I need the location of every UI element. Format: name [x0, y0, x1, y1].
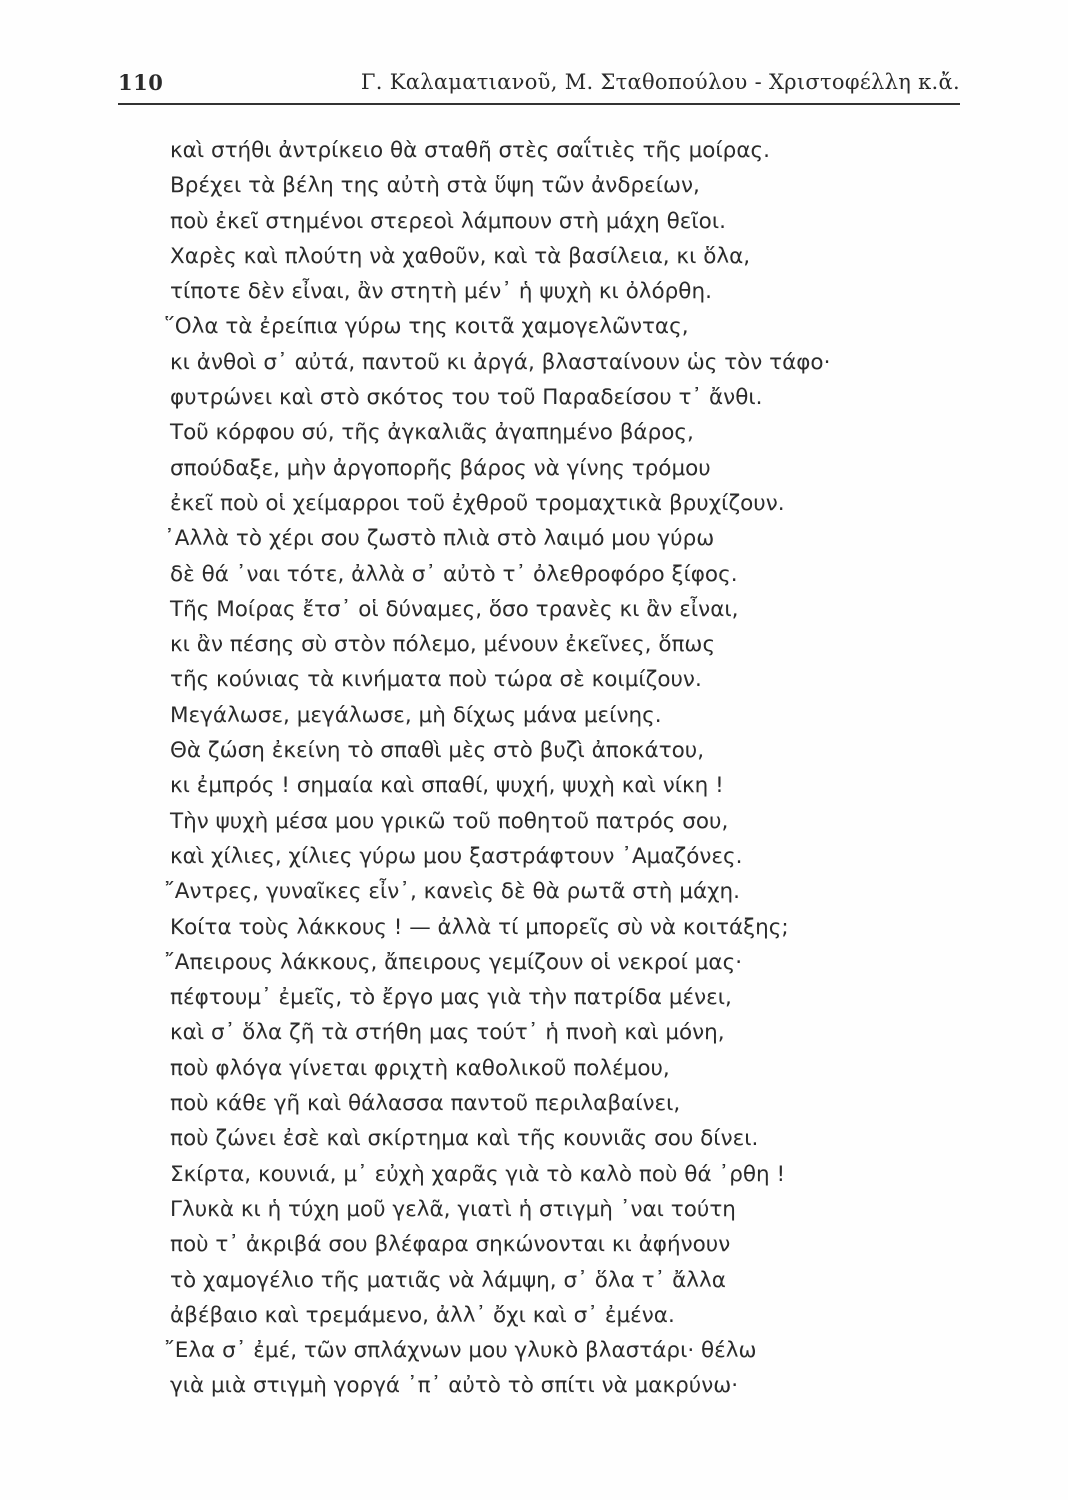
- poem-line: καὶ στήθι ἀντρίκειο θὰ σταθῆ στὲς σαΐτιὲς τῆς μοίρας.: [170, 138, 770, 163]
- poem-text: [164, 133, 900, 1404]
- poem-line: κι ἂν πέσης σὺ στὸν πόλεμο, μένουν ἐκεῖνες, ὅπως: [170, 632, 716, 658]
- poem-line: Σκίρτα, κουνιά, μ᾽ εὐχὴ χαρᾶς γιὰ τὸ καλὸ ποὺ θά ᾽ρθη !: [170, 1161, 786, 1187]
- poem-line: Κοίτα τοὺς λάκκους ! — ἀλλὰ τί μπορεῖς σὺ νὰ κοιτάξης;: [170, 914, 789, 940]
- poem-line: σπούδαξε, μὴν ἀργοπορῆς βάρος νὰ γίνης τρόμου: [170, 455, 711, 481]
- page-number: 110: [118, 70, 164, 95]
- poem-line: τίποτε δὲν εἶναι, ἂν στητὴ μέν᾽ ἡ ψυχὴ κι ὀλόρθη.: [170, 279, 712, 305]
- poem-line: ἐκεῖ ποὺ οἱ χείμαρροι τοῦ ἐχθροῦ τρομαχτικὰ βρυχίζουν.: [170, 490, 785, 516]
- poem-line: ῎Αντρες, γυναῖκες εἶν᾽, κανεὶς δὲ θὰ ρωτᾶ στὴ μάχη.: [164, 879, 740, 905]
- poem-line: Γλυκὰ κι ἡ τύχη μοῦ γελᾶ, γιατὶ ἡ στιγμὴ ᾽ναι τούτη: [170, 1196, 736, 1222]
- poem-line: καὶ σ᾽ ὅλα ζῆ τὰ στήθη μας τούτ᾽ ἡ πνοὴ καὶ μόνη,: [170, 1020, 725, 1046]
- poem-line: Θὰ ζώση ἐκείνη τὸ σπαθὶ μὲς στὸ βυζὶ ἀποκάτου,: [170, 738, 705, 764]
- poem-line: ποὺ φλόγα γίνεται φριχτὴ καθολικοῦ πολέμου,: [170, 1055, 670, 1081]
- poem-line: κι ἀνθοὶ σ᾽ αὐτά, παντοῦ κι ἀργά, βλασταίνουν ὡς τὸν τάφο·: [170, 349, 831, 375]
- poem-line: δὲ θά ᾽ναι τότε, ἀλλὰ σ᾽ αὐτὸ τ᾽ ὀλεθροφόρο ξίφος.: [170, 561, 738, 587]
- poem-line: κι ἐμπρός ! σημαία καὶ σπαθί, ψυχή, ψυχὴ καὶ νίκη !: [170, 773, 724, 799]
- poem-line: πέφτουμ᾽ ἐμεῖς, τὸ ἔργο μας γιὰ τὴν πατρίδα μένει,: [170, 985, 732, 1011]
- poem-line: ποὺ τ᾽ ἀκριβά σου βλέφαρα σηκώνονται κι ἀφήνουν: [170, 1232, 731, 1258]
- poem-line: τὸ χαμογέλιο τῆς ματιᾶς νὰ λάμψη, σ᾽ ὅλα τ᾽ ἄλλα: [170, 1267, 726, 1293]
- poem-line: ῞Ολα τὰ ἐρείπια γύρω της κοιτᾶ χαμογελῶντας,: [164, 314, 689, 340]
- poem-line: ποὺ κάθε γῆ καὶ θάλασσα παντοῦ περιλαβαίνει,: [170, 1091, 681, 1117]
- poem-line: ποὺ ἐκεῖ στημένοι στερεοὶ λάμπουν στὴ μάχη θεῖοι.: [170, 208, 726, 234]
- poem-line: Βρέχει τὰ βέλη της αὐτὴ στὰ ὕψη τῶν ἀνδρείων,: [170, 173, 700, 199]
- poem-line: ῎Απειρους λάκκους, ἄπειρους γεμίζουν οἱ νεκροί μας·: [164, 949, 743, 975]
- poem-line: Μεγάλωσε, μεγάλωσε, μὴ δίχως μάνα μείνης.: [170, 702, 662, 728]
- page-header: [118, 66, 960, 98]
- poem-line: ᾽Αλλὰ τὸ χέρι σου ζωστὸ πλιὰ στὸ λαιμό μου γύρω: [164, 526, 715, 552]
- poem-line: Τοῦ κόρφου σύ, τῆς ἀγκαλιᾶς ἀγαπημένο βάρος,: [170, 420, 694, 446]
- poem-line: ῎Ελα σ᾽ ἐμέ, τῶν σπλάχνων μου γλυκὸ βλαστάρι· θέλω: [164, 1338, 757, 1364]
- poem-line: Χαρὲς καὶ πλούτη νὰ χαθοῦν, καὶ τὰ βασίλεια, κι ὅλα,: [170, 243, 751, 269]
- poem-line: ποὺ ζώνει ἐσὲ καὶ σκίρτημα καὶ τῆς κουνιᾶς σου δίνει.: [170, 1126, 759, 1152]
- poem-line: καὶ χίλιες, χίλιες γύρω μου ξαστράφτουν ᾽Αμαζόνες.: [170, 843, 743, 869]
- running-head: Γ. Καλαματιανοῦ, Μ. Σταθοπούλου - Χριστοφέλλη κ.ἄ.: [360, 70, 960, 94]
- header-rule: [118, 103, 960, 105]
- poem-line: τῆς κούνιας τὰ κινήματα ποὺ τώρα σὲ κοιμίζουν.: [170, 667, 702, 693]
- poem-line: φυτρώνει καὶ στὸ σκότος του τοῦ Παραδείσου τ᾽ ἄνθι.: [170, 385, 763, 411]
- poem-line: Τῆς Μοίρας ἔτσ᾽ οἱ δύναμες, ὅσο τρανὲς κι ἂν εἶναι,: [170, 596, 739, 622]
- poem-line: γιὰ μιὰ στιγμὴ γοργά ᾽π᾽ αὐτὸ τὸ σπίτι νὰ μακρύνω·: [170, 1373, 739, 1399]
- poem-line: ἀβέβαιο καὶ τρεμάμενο, ἀλλ᾽ ὄχι καὶ σ᾽ ἐμένα.: [170, 1302, 675, 1328]
- poem-line: Τὴν ψυχὴ μέσα μου γρικῶ τοῦ ποθητοῦ πατρός σου,: [170, 808, 729, 834]
